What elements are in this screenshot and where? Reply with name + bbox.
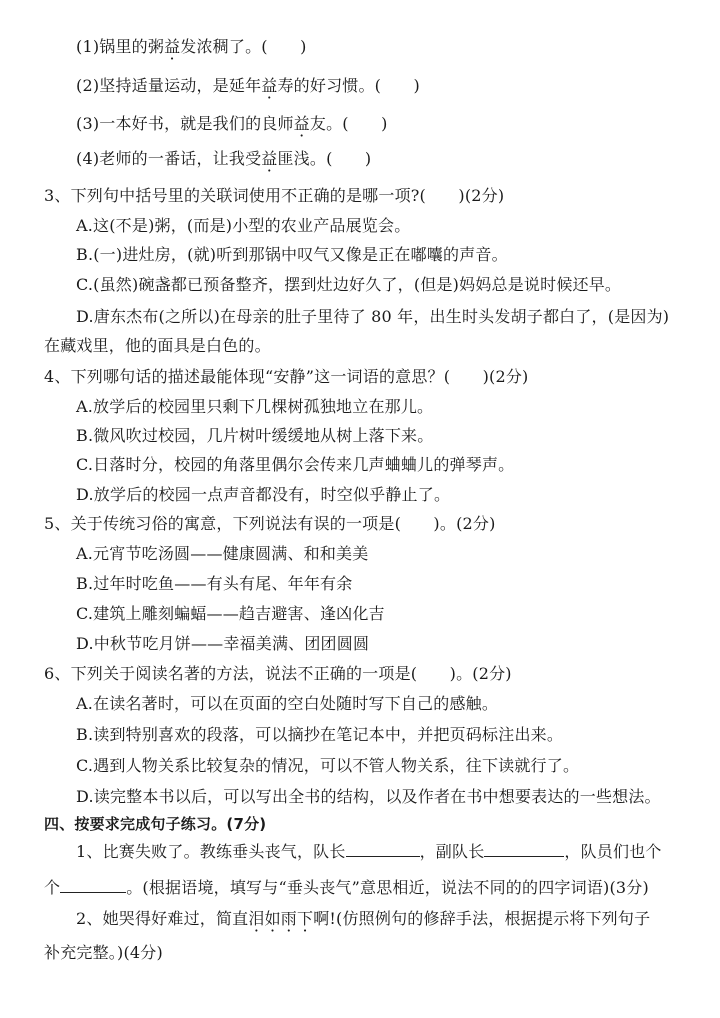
q2-item-3-post: 友。( )	[309, 114, 388, 133]
q6-option-a: A.在读名著时，可以在页面的空白处随时写下自己的感触。	[76, 694, 499, 713]
q2-item-4	[76, 148, 371, 170]
s4-q2-mark: 泪如雨下	[248, 909, 314, 928]
q3-option-b: B.(一)进灶房，(就)听到那锅中叹气又像是正在嘟囔的声音。	[76, 245, 508, 264]
s4-q1-text-b: ，副队长	[419, 842, 485, 861]
q6-option-b: B.读到特别喜欢的段落，可以摘抄在笔记本中，并把页码标注出来。	[76, 725, 564, 744]
q2-item-3-pre: (3)一本好书，就是我们的良师	[76, 114, 294, 133]
q3-option-d-line1: D.唐东杰布(之所以)在母亲的肚子里待了 80 年，出生时头发胡子都白了，(是因为)	[76, 307, 670, 326]
s4-q1-line1	[76, 840, 662, 863]
section4-title: 四、按要求完成句子练习。(7分)	[44, 815, 267, 833]
q2-item-2-pre: (2)坚持适量运动，是延年	[76, 76, 262, 95]
q4-option-d: D.放学后的校园一点声音都没有，时空似乎静止了。	[76, 485, 451, 504]
q2-item-1-post: 发浓稠了。( )	[180, 37, 307, 56]
s4-q1-text-e: 。(根据语境，填写与“垂头丧气”意思相近，说法不同的的四字词语)(3分)	[126, 878, 649, 897]
q2-item-2-mark: 益	[261, 76, 278, 95]
s4-q1-text-a: 1、比赛失败了。教练垂头丧气，队长	[76, 842, 346, 861]
q2-item-2	[76, 75, 420, 97]
q4-stem: 4、下列哪句话的描述最能体现“安静”这一词语的意思？( )(2分)	[44, 367, 529, 386]
q5-option-b: B.过年时吃鱼——有头有尾、年年有余	[76, 574, 353, 593]
q5-option-c: C.建筑上雕刻蝙蝠——趋吉避害、逢凶化吉	[76, 604, 385, 623]
answer-blank-vice-captain[interactable]	[484, 840, 564, 857]
q5-option-d: D.中秋节吃月饼——幸福美满、团团圆圆	[76, 634, 370, 653]
q2-item-2-post: 寿的好习惯。( )	[277, 76, 420, 95]
s4-q2-line1	[76, 908, 650, 930]
s4-q2-text-a: 2、她哭得好难过，简直	[76, 909, 249, 928]
q2-item-4-mark: 益	[261, 149, 278, 168]
q2-item-4-post: 匪浅。( )	[277, 149, 372, 168]
q2-item-4-pre: (4)老师的一番话，让我受	[76, 149, 262, 168]
q3-option-d-line2: 在藏戏里，他的面具是白色的。	[44, 336, 271, 355]
s4-q2-line2: 补充完整。)(4分)	[44, 943, 163, 962]
answer-blank-captain[interactable]	[346, 840, 420, 857]
q2-item-3	[76, 113, 388, 135]
q4-option-b: B.微风吹过校园，几片树叶缓缓地从树上落下来。	[76, 426, 434, 445]
q6-option-d: D.读完整本书以后，可以写出全书的结构，以及作者在书中想要表达的一些想法。	[76, 787, 661, 806]
q3-stem: 3、下列句中括号里的关联词使用不正确的是哪一项?( )(2分)	[44, 186, 505, 205]
q6-option-c: C.遇到人物关系比较复杂的情况，可以不管人物关系，往下读就行了。	[76, 756, 580, 775]
answer-blank-team-members[interactable]	[60, 876, 126, 893]
s4-q1-text-d: 个	[44, 878, 61, 897]
q4-option-a: A.放学后的校园里只剩下几棵树孤独地立在那儿。	[76, 397, 434, 416]
q2-item-1-pre: (1)锅里的粥	[76, 37, 165, 56]
q3-option-a: A.这(不是)粥，(而是)小型的农业产品展览会。	[76, 216, 411, 235]
q2-item-3-mark: 益	[293, 114, 310, 133]
s4-q2-example-phrase	[248, 909, 313, 928]
q3-option-c: C.(虽然)碗盏都已预备整齐，摆到灶边好久了，(但是)妈妈总是说时候还早。	[76, 275, 622, 294]
q6-stem: 6、下列关于阅读名著的方法，说法不正确的一项是( )。(2分)	[44, 664, 512, 683]
q2-item-1-mark: 益	[164, 37, 181, 56]
q5-option-a: A.元宵节吃汤圆——健康圆满、和和美美	[76, 544, 369, 563]
q2-item-1	[76, 36, 307, 58]
q4-option-c: C.日落时分，校园的角落里偶尔会传来几声蛐蛐儿的弹琴声。	[76, 455, 515, 474]
s4-q1-line2	[44, 876, 649, 899]
q5-stem: 5、关于传统习俗的寓意，下列说法有误的一项是( )。(2分)	[44, 514, 496, 533]
s4-q2-text-b: 啊!(仿照例句的修辞手法，根据提示将下列句子	[313, 909, 651, 928]
s4-q1-text-c: ，队员们也个	[564, 842, 662, 861]
